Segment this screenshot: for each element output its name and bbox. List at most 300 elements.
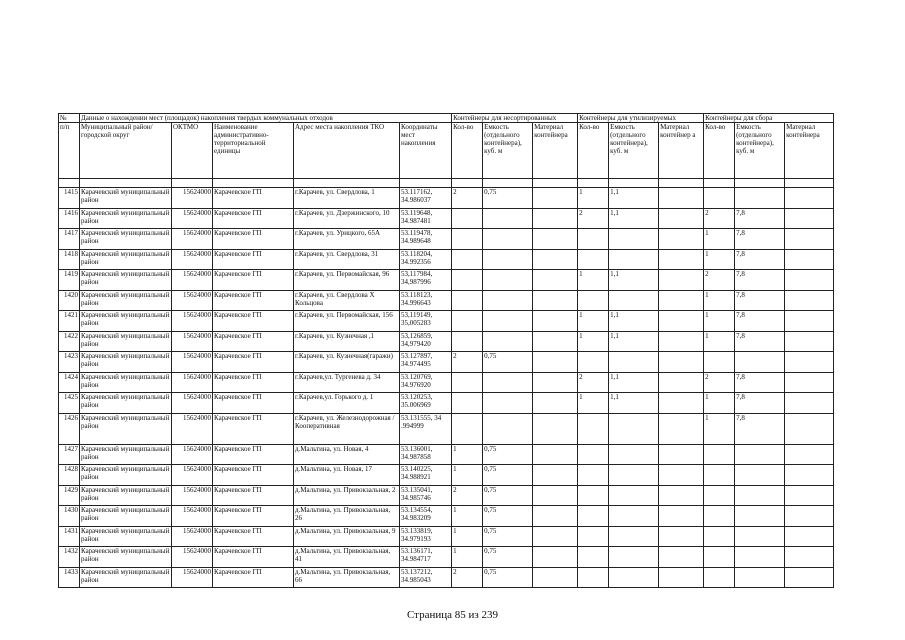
unsorted-count-cell <box>452 311 483 332</box>
recyclable-capacity-cell: 1,1 <box>609 270 659 291</box>
table-row <box>59 229 834 250</box>
recyclable-count-cell <box>578 444 609 465</box>
row-number: 1425 <box>59 393 80 414</box>
recyclable-capacity-cell <box>609 547 659 568</box>
address-cell: д.Мальтина, ул. Привокзальная, 26 <box>294 506 400 527</box>
district-cell: Карачевский муниципальный район <box>80 229 172 250</box>
collection-capacity-cell: 7,8 <box>735 372 785 393</box>
unsorted-count-cell: 2 <box>452 188 483 209</box>
recyclable-material-cell <box>659 311 704 332</box>
oktmo-cell: 15624000 <box>172 506 213 527</box>
coordinates-cell: 53.136171, 34.984717 <box>400 547 452 568</box>
district-cell: Карачевский муниципальный район <box>80 331 172 352</box>
unsorted-capacity-cell: 0,75 <box>483 567 533 588</box>
unsorted-capacity-cell <box>483 393 533 414</box>
unsorted-material-cell <box>533 547 578 568</box>
oktmo-cell: 15624000 <box>172 465 213 486</box>
admin-unit-cell: Карачевское ГП <box>213 547 294 568</box>
address-cell: д.Мальтина, ул. Привокзальная, 2 <box>294 485 400 506</box>
recyclable-group-header: Контейнеры для утилизируемых <box>578 114 704 123</box>
collection-material-cell <box>785 208 834 229</box>
collection-count-cell: 1 <box>704 331 735 352</box>
recyclable-count-cell: 1 <box>578 331 609 352</box>
unsorted-material-cell <box>533 311 578 332</box>
collection-count-cell: 1 <box>704 249 735 270</box>
recyclable-material-cell <box>659 352 704 373</box>
unsorted-material-cell <box>533 188 578 209</box>
unsorted-material-cell <box>533 444 578 465</box>
collection-count-cell: 1 <box>704 413 735 444</box>
recyclable-capacity-cell <box>609 506 659 527</box>
collection-material-cell <box>785 229 834 250</box>
unsorted-count-cell <box>452 331 483 352</box>
collection-material-cell <box>785 413 834 444</box>
coordinates-cell: 53.136001, 34.987858 <box>400 444 452 465</box>
col-header-oktmo: ОКТМО <box>172 123 213 179</box>
unsorted-count-cell: 2 <box>452 567 483 588</box>
recyclable-capacity-cell: 1,1 <box>609 331 659 352</box>
oktmo-cell: 15624000 <box>172 372 213 393</box>
unsorted-capacity-cell: 0,75 <box>483 526 533 547</box>
admin-unit-cell: Карачевское ГП <box>213 188 294 209</box>
address-cell: д.Мальтина, ул. Привокзальная, 41 <box>294 547 400 568</box>
district-cell: Карачевский муниципальный район <box>80 526 172 547</box>
unsorted-material-cell <box>533 465 578 486</box>
col-header-address: Адрес места накопления ТКО <box>294 123 400 179</box>
row-number: 1418 <box>59 249 80 270</box>
collection-capacity-cell: 7,8 <box>735 290 785 311</box>
col-header-coords: Координаты мест накопления <box>400 123 452 179</box>
collection-count-cell: 1 <box>704 229 735 250</box>
oktmo-cell: 15624000 <box>172 567 213 588</box>
district-cell: Карачевский муниципальный район <box>80 188 172 209</box>
table-row <box>59 526 834 547</box>
district-cell: Карачевский муниципальный район <box>80 208 172 229</box>
district-cell: Карачевский муниципальный район <box>80 352 172 373</box>
oktmo-cell: 15624000 <box>172 413 213 444</box>
unsorted-count-cell <box>452 229 483 250</box>
row-number: 1421 <box>59 311 80 332</box>
district-cell: Карачевский муниципальный район <box>80 311 172 332</box>
recyclable-capacity-cell <box>609 465 659 486</box>
spacer-row <box>59 179 834 188</box>
unsorted-capacity-cell: 0,75 <box>483 485 533 506</box>
admin-unit-cell: Карачевское ГП <box>213 208 294 229</box>
collection-material-cell <box>785 526 834 547</box>
unsorted-group-header: Контейнеры для несортированных <box>452 114 578 123</box>
unsorted-capacity-cell <box>483 372 533 393</box>
coordinates-cell: 53,126859, 34,979420 <box>400 331 452 352</box>
collection-count-cell <box>704 485 735 506</box>
collection-material-cell <box>785 331 834 352</box>
unsorted-material-cell <box>533 485 578 506</box>
oktmo-cell: 15624000 <box>172 188 213 209</box>
unsorted-capacity-cell <box>483 311 533 332</box>
registry-table <box>58 113 834 588</box>
table-row <box>59 270 834 291</box>
unsorted-count-cell: 2 <box>452 485 483 506</box>
address-cell: д.Мальтина, ул. Новая, 4 <box>294 444 400 465</box>
recyclable-material-cell <box>659 331 704 352</box>
address-cell: г.Карачев,ул. Тургенева д. 34 <box>294 372 400 393</box>
recyclable-material-cell <box>659 485 704 506</box>
collection-capacity-cell: 7,8 <box>735 229 785 250</box>
collection-capacity-cell <box>735 485 785 506</box>
oktmo-cell: 15624000 <box>172 229 213 250</box>
row-number: 1423 <box>59 352 80 373</box>
collection-group-header: Контейнеры для сбора <box>704 114 834 123</box>
recyclable-material-cell <box>659 567 704 588</box>
oktmo-cell: 15624000 <box>172 270 213 291</box>
collection-capacity-cell <box>735 352 785 373</box>
collection-capacity-cell: 7,8 <box>735 249 785 270</box>
recyclable-count-cell: 2 <box>578 208 609 229</box>
collection-material-cell <box>785 393 834 414</box>
collection-capacity-cell <box>735 567 785 588</box>
row-number: 1420 <box>59 290 80 311</box>
unsorted-capacity-cell: 0,75 <box>483 444 533 465</box>
admin-unit-cell: Карачевское ГП <box>213 290 294 311</box>
recyclable-capacity-cell: 1,1 <box>609 372 659 393</box>
unsorted-count-cell <box>452 372 483 393</box>
district-cell: Карачевский муниципальный район <box>80 393 172 414</box>
collection-capacity-cell <box>735 465 785 486</box>
admin-unit-cell: Карачевское ГП <box>213 311 294 332</box>
collection-material-cell <box>785 249 834 270</box>
address-cell: г.Карачев, ул. Первомайская, 156 <box>294 311 400 332</box>
recyclable-material-cell <box>659 526 704 547</box>
admin-unit-cell: Карачевское ГП <box>213 506 294 527</box>
recyclable-material-cell <box>659 393 704 414</box>
recyclable-capacity-cell <box>609 249 659 270</box>
col-header-num: п/п <box>59 123 80 179</box>
unsorted-count-cell: 2 <box>452 352 483 373</box>
collection-count-cell <box>704 465 735 486</box>
recyclable-count-cell: 2 <box>578 372 609 393</box>
recyclable-capacity-cell <box>609 413 659 444</box>
col-header-collection-capacity: Емкость (отдельного контейнера), куб. м <box>735 123 785 179</box>
collection-material-cell <box>785 188 834 209</box>
unsorted-capacity-cell: 0,75 <box>483 188 533 209</box>
collection-material-cell <box>785 485 834 506</box>
collection-count-cell <box>704 352 735 373</box>
unsorted-capacity-cell <box>483 270 533 291</box>
unsorted-material-cell <box>533 413 578 444</box>
row-number: 1428 <box>59 465 80 486</box>
col-header-collection-material: Материал контейнера <box>785 123 834 179</box>
recyclable-material-cell <box>659 372 704 393</box>
col-header-unsorted-material: Материал контейнера <box>533 123 578 179</box>
collection-count-cell: 2 <box>704 208 735 229</box>
coordinates-cell: 53.140225, 34.988921 <box>400 465 452 486</box>
unsorted-material-cell <box>533 208 578 229</box>
collection-count-cell: 1 <box>704 311 735 332</box>
recyclable-material-cell <box>659 413 704 444</box>
table-row <box>59 547 834 568</box>
coordinates-cell: 53.135041, 34.985746 <box>400 485 452 506</box>
col-header-collection-count: Кол-во <box>704 123 735 179</box>
unsorted-material-cell <box>533 526 578 547</box>
collection-capacity-cell: 7,8 <box>735 208 785 229</box>
collection-count-cell <box>704 567 735 588</box>
collection-material-cell <box>785 567 834 588</box>
recyclable-count-cell <box>578 229 609 250</box>
oktmo-cell: 15624000 <box>172 311 213 332</box>
coordinates-cell: 53.119648, 34.987481 <box>400 208 452 229</box>
admin-unit-cell: Карачевское ГП <box>213 567 294 588</box>
table-row <box>59 311 834 332</box>
group-header-row <box>59 114 834 123</box>
coordinates-cell: 53,119149, 35,005283 <box>400 311 452 332</box>
row-number: 1431 <box>59 526 80 547</box>
address-cell: г.Карачев, ул. Дзержинского, 10 <box>294 208 400 229</box>
collection-capacity-cell: 7,8 <box>735 270 785 291</box>
unsorted-capacity-cell <box>483 290 533 311</box>
collection-material-cell <box>785 506 834 527</box>
recyclable-material-cell <box>659 188 704 209</box>
unsorted-capacity-cell: 0,75 <box>483 465 533 486</box>
col-header-unsorted-count: Кол-во <box>452 123 483 179</box>
unsorted-capacity-cell: 0,75 <box>483 506 533 527</box>
oktmo-cell: 15624000 <box>172 331 213 352</box>
address-cell: г.Карачев, ул. Железнодорожная / Кооперативная <box>294 413 400 444</box>
district-cell: Карачевский муниципальный район <box>80 547 172 568</box>
coordinates-cell: 53.120253, 35.006969 <box>400 393 452 414</box>
address-cell: г.Карачев,ул. Горького д. 1 <box>294 393 400 414</box>
district-cell: Карачевский муниципальный район <box>80 567 172 588</box>
table-row <box>59 465 834 486</box>
recyclable-material-cell <box>659 444 704 465</box>
recyclable-capacity-cell <box>609 444 659 465</box>
coordinates-cell: 53.118123, 34.996643 <box>400 290 452 311</box>
recyclable-count-cell <box>578 465 609 486</box>
coordinates-cell: 53.119478, 34.989648 <box>400 229 452 250</box>
row-number: 1430 <box>59 506 80 527</box>
col-header-district: Муниципальный район/городской округ <box>80 123 172 179</box>
row-number: 1424 <box>59 372 80 393</box>
unsorted-count-cell <box>452 270 483 291</box>
recyclable-capacity-cell: 1,1 <box>609 208 659 229</box>
collection-count-cell <box>704 526 735 547</box>
row-number: 1429 <box>59 485 80 506</box>
table-row <box>59 372 834 393</box>
address-cell: д.Мальтина, ул. Новая, 17 <box>294 465 400 486</box>
collection-material-cell <box>785 352 834 373</box>
recyclable-material-cell <box>659 208 704 229</box>
row-number: 1422 <box>59 331 80 352</box>
unsorted-capacity-cell <box>483 249 533 270</box>
collection-capacity-cell: 7,8 <box>735 413 785 444</box>
num-group-header: № <box>59 114 80 123</box>
collection-count-cell <box>704 188 735 209</box>
oktmo-cell: 15624000 <box>172 208 213 229</box>
oktmo-cell: 15624000 <box>172 526 213 547</box>
admin-unit-cell: Карачевское ГП <box>213 485 294 506</box>
table-row <box>59 208 834 229</box>
recyclable-count-cell <box>578 547 609 568</box>
admin-unit-cell: Карачевское ГП <box>213 352 294 373</box>
table-row <box>59 352 834 373</box>
col-header-recyclable-capacity: Емкость (отдельного контейнера), куб. м <box>609 123 659 179</box>
unsorted-count-cell: 1 <box>452 444 483 465</box>
admin-unit-cell: Карачевское ГП <box>213 526 294 547</box>
collection-count-cell: 2 <box>704 270 735 291</box>
table-row <box>59 249 834 270</box>
address-cell: г.Карачев, ул. Урицкого, 65А <box>294 229 400 250</box>
recyclable-count-cell <box>578 290 609 311</box>
column-header-row <box>59 123 834 179</box>
table-row <box>59 567 834 588</box>
unsorted-capacity-cell <box>483 229 533 250</box>
recyclable-count-cell <box>578 485 609 506</box>
recyclable-material-cell <box>659 547 704 568</box>
coordinates-cell: 53.133819, 34.979193 <box>400 526 452 547</box>
recyclable-material-cell <box>659 270 704 291</box>
admin-unit-cell: Карачевское ГП <box>213 249 294 270</box>
collection-count-cell <box>704 444 735 465</box>
page-number: Страница 85 из 239 <box>406 609 499 621</box>
oktmo-cell: 15624000 <box>172 393 213 414</box>
unsorted-material-cell <box>533 290 578 311</box>
collection-capacity-cell <box>735 526 785 547</box>
recyclable-material-cell <box>659 506 704 527</box>
table-row <box>59 290 834 311</box>
unsorted-capacity-cell: 0,75 <box>483 352 533 373</box>
table-row <box>59 485 834 506</box>
unsorted-count-cell <box>452 413 483 444</box>
collection-count-cell: 1 <box>704 290 735 311</box>
recyclable-count-cell <box>578 413 609 444</box>
collection-material-cell <box>785 270 834 291</box>
collection-material-cell <box>785 311 834 332</box>
row-number: 1416 <box>59 208 80 229</box>
table-row <box>59 188 834 209</box>
unsorted-material-cell <box>533 352 578 373</box>
unsorted-count-cell: 1 <box>452 547 483 568</box>
recyclable-material-cell <box>659 465 704 486</box>
col-header-admin: Наименование административно-территориальной единицы <box>213 123 294 179</box>
table-row <box>59 506 834 527</box>
table-row <box>59 393 834 414</box>
collection-capacity-cell <box>735 547 785 568</box>
district-cell: Карачевский муниципальный район <box>80 372 172 393</box>
recyclable-capacity-cell: 1,1 <box>609 311 659 332</box>
collection-capacity-cell <box>735 444 785 465</box>
oktmo-cell: 15624000 <box>172 352 213 373</box>
recyclable-count-cell: 1 <box>578 270 609 291</box>
unsorted-capacity-cell: 0,75 <box>483 547 533 568</box>
coordinates-cell: 53.137212, 34.985043 <box>400 567 452 588</box>
recyclable-count-cell <box>578 249 609 270</box>
unsorted-material-cell <box>533 506 578 527</box>
recyclable-capacity-cell: 1,1 <box>609 393 659 414</box>
collection-capacity-cell <box>735 188 785 209</box>
col-header-unsorted-capacity: Емкость (отдельного контейнера), куб. м <box>483 123 533 179</box>
unsorted-count-cell <box>452 249 483 270</box>
collection-count-cell: 1 <box>704 393 735 414</box>
row-number: 1419 <box>59 270 80 291</box>
coordinates-cell: 53.120769, 34.976920 <box>400 372 452 393</box>
address-cell: д.Мальтина, ул. Привокзальная, 66 <box>294 567 400 588</box>
coordinates-cell: 53.117162, 34.986037 <box>400 188 452 209</box>
collection-material-cell <box>785 547 834 568</box>
collection-material-cell <box>785 290 834 311</box>
oktmo-cell: 15624000 <box>172 290 213 311</box>
coordinates-cell: 53.131555, 34 .994999 <box>400 413 452 444</box>
col-header-recyclable-material: Материал контейнер а <box>659 123 704 179</box>
recyclable-capacity-cell <box>609 229 659 250</box>
district-cell: Карачевский муниципальный район <box>80 485 172 506</box>
unsorted-count-cell: 1 <box>452 465 483 486</box>
unsorted-material-cell <box>533 270 578 291</box>
coordinates-cell: 53.118204, 34.992356 <box>400 249 452 270</box>
collection-count-cell: 2 <box>704 372 735 393</box>
unsorted-count-cell <box>452 208 483 229</box>
unsorted-material-cell <box>533 249 578 270</box>
unsorted-material-cell <box>533 372 578 393</box>
district-cell: Карачевский муниципальный район <box>80 249 172 270</box>
row-number: 1432 <box>59 547 80 568</box>
district-cell: Карачевский муниципальный район <box>80 270 172 291</box>
coordinates-cell: 53.134554, 34.983209 <box>400 506 452 527</box>
address-cell: г.Карачев, ул. Свердлова, 1 <box>294 188 400 209</box>
address-cell: г.Карачев, ул. Свердлова, 31 <box>294 249 400 270</box>
oktmo-cell: 15624000 <box>172 444 213 465</box>
address-cell: г.Карачев, ул. Свердлова Х Кольцова <box>294 290 400 311</box>
district-cell: Карачевский муниципальный район <box>80 444 172 465</box>
admin-unit-cell: Карачевское ГП <box>213 270 294 291</box>
recyclable-count-cell <box>578 567 609 588</box>
row-number: 1415 <box>59 188 80 209</box>
recyclable-material-cell <box>659 290 704 311</box>
oktmo-cell: 15624000 <box>172 485 213 506</box>
district-cell: Карачевский муниципальный район <box>80 506 172 527</box>
recyclable-capacity-cell <box>609 526 659 547</box>
address-cell: д.Мальтина, ул. Привокзальная, 9 <box>294 526 400 547</box>
admin-unit-cell: Карачевское ГП <box>213 413 294 444</box>
collection-material-cell <box>785 372 834 393</box>
collection-count-cell <box>704 547 735 568</box>
address-cell: г.Карачев, ул. Кузнечная(гаражи) <box>294 352 400 373</box>
collection-capacity-cell <box>735 506 785 527</box>
collection-capacity-cell: 7,8 <box>735 311 785 332</box>
unsorted-count-cell: 1 <box>452 506 483 527</box>
district-cell: Карачевский муниципальный район <box>80 465 172 486</box>
collection-material-cell <box>785 465 834 486</box>
admin-unit-cell: Карачевское ГП <box>213 393 294 414</box>
recyclable-capacity-cell <box>609 290 659 311</box>
table-row <box>59 331 834 352</box>
coordinates-cell: 53.127897, 34.974495 <box>400 352 452 373</box>
recyclable-count-cell <box>578 506 609 527</box>
row-number: 1426 <box>59 413 80 444</box>
admin-unit-cell: Карачевское ГП <box>213 444 294 465</box>
unsorted-count-cell <box>452 290 483 311</box>
recyclable-capacity-cell: 1,1 <box>609 188 659 209</box>
oktmo-cell: 15624000 <box>172 547 213 568</box>
row-number: 1417 <box>59 229 80 250</box>
location-group-header: Данные о нахождении мест (площадок) накопления твердых коммунальных отходов <box>80 114 452 123</box>
unsorted-material-cell <box>533 567 578 588</box>
coordinates-cell: 53,117984, 34,987996 <box>400 270 452 291</box>
district-cell: Карачевский муниципальный район <box>80 290 172 311</box>
table-row <box>59 444 834 465</box>
admin-unit-cell: Карачевское ГП <box>213 465 294 486</box>
collection-capacity-cell: 7,8 <box>735 331 785 352</box>
recyclable-count-cell: 1 <box>578 311 609 332</box>
admin-unit-cell: Карачевское ГП <box>213 331 294 352</box>
admin-unit-cell: Карачевское ГП <box>213 372 294 393</box>
